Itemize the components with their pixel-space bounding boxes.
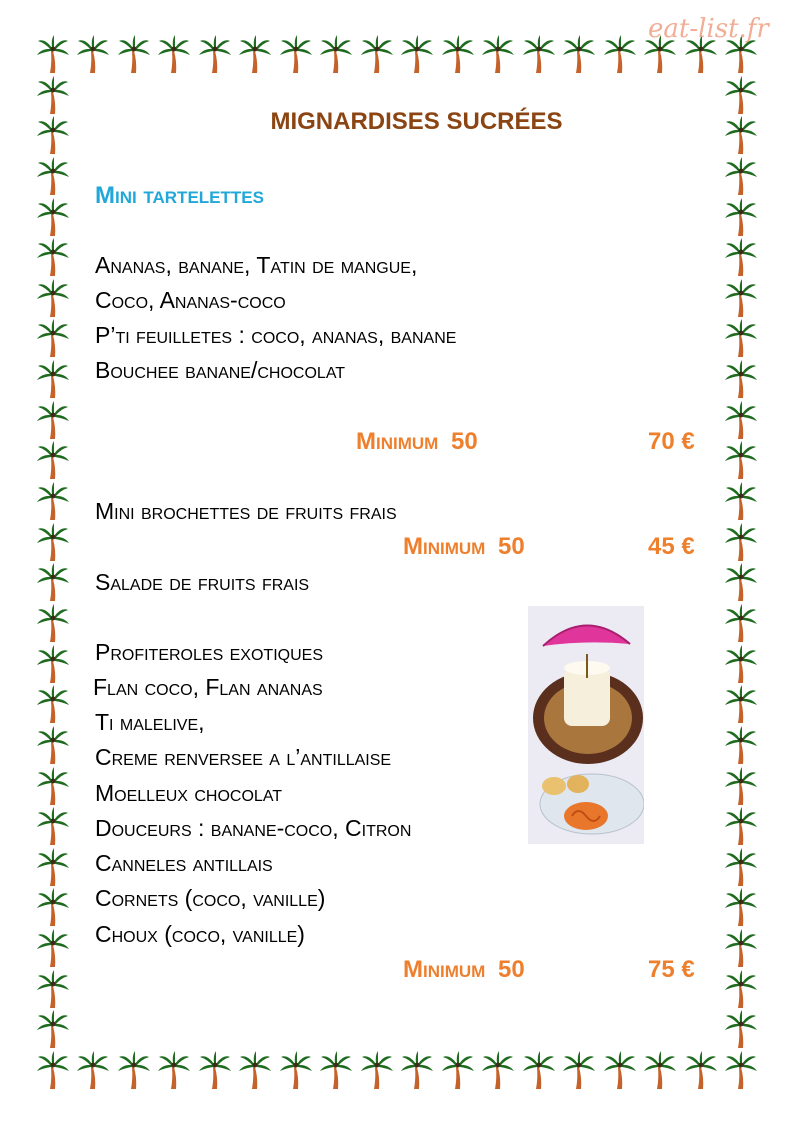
price: 70 € — [648, 428, 695, 455]
minimum-quantity — [356, 428, 478, 456]
palm-tree-icon — [36, 887, 70, 927]
palm-tree-icon — [36, 237, 70, 277]
palm-tree-icon — [36, 400, 70, 440]
palm-tree-icon — [117, 34, 151, 74]
palm-tree-icon — [36, 1009, 70, 1049]
palm-tree-icon — [643, 1050, 677, 1090]
palm-tree-icon — [36, 725, 70, 765]
palm-tree-icon — [724, 766, 758, 806]
menu-item: Salade de fruits frais — [95, 569, 310, 595]
menu-item: Choux (coco, vanille) — [95, 921, 305, 947]
palm-tree-icon — [724, 1050, 758, 1090]
palm-tree-icon — [522, 34, 556, 74]
minimum-value: 50 — [498, 533, 525, 560]
palm-tree-icon — [724, 237, 758, 277]
palm-tree-icon — [36, 156, 70, 196]
palm-tree-icon — [724, 887, 758, 927]
menu-item: Profiteroles exotiques — [95, 639, 323, 665]
price: 75 € — [648, 956, 695, 983]
palm-tree-icon — [279, 34, 313, 74]
menu-item: Ananas, banane, Tatin de mangue, — [95, 252, 418, 278]
palm-tree-icon — [198, 1050, 232, 1090]
palm-tree-icon — [36, 969, 70, 1009]
menu-item: Douceurs : banane-coco, Citron — [95, 815, 412, 841]
palm-tree-icon — [562, 1050, 596, 1090]
palm-tree-icon — [360, 1050, 394, 1090]
page-title: MIGNARDISES SUCRÉES — [270, 108, 563, 135]
palm-tree-icon — [724, 359, 758, 399]
menu-item: Creme renversee a l’antillaise — [95, 744, 392, 770]
palm-tree-icon — [198, 34, 232, 74]
palm-tree-icon — [157, 34, 191, 74]
menu-item: Cornets (coco, vanille) — [95, 885, 326, 911]
palm-tree-icon — [76, 1050, 110, 1090]
palm-tree-icon — [360, 34, 394, 74]
menu-item: Bouchee banane/chocolat — [95, 357, 346, 383]
palm-tree-icon — [724, 969, 758, 1009]
dessert-photo — [528, 606, 644, 844]
palm-tree-icon — [562, 34, 596, 74]
minimum-label: Minimum — [403, 956, 486, 983]
menu-item: Flan coco, Flan ananas — [93, 674, 323, 700]
palm-tree-icon — [36, 440, 70, 480]
minimum-label: Minimum — [403, 533, 486, 560]
menu-item: Mini brochettes de fruits frais — [95, 498, 397, 524]
palm-tree-icon — [724, 684, 758, 724]
palm-tree-icon — [684, 1050, 718, 1090]
minimum-quantity — [403, 533, 525, 561]
palm-tree-icon — [400, 1050, 434, 1090]
palm-tree-icon — [36, 197, 70, 237]
palm-tree-icon — [238, 34, 272, 74]
palm-tree-icon — [279, 1050, 313, 1090]
palm-tree-icon — [36, 34, 70, 74]
palm-tree-icon — [36, 318, 70, 358]
palm-tree-icon — [724, 603, 758, 643]
section-title: Mini tartelettes — [95, 182, 264, 209]
palm-tree-icon — [36, 562, 70, 602]
palm-tree-icon — [36, 644, 70, 684]
watermark: eat-list.fr — [648, 14, 769, 44]
palm-tree-icon — [441, 1050, 475, 1090]
palm-tree-icon — [724, 278, 758, 318]
palm-tree-icon — [36, 522, 70, 562]
palm-tree-icon — [724, 928, 758, 968]
menu-item: Moelleux chocolat — [95, 780, 283, 806]
palm-tree-icon — [522, 1050, 556, 1090]
palm-tree-icon — [724, 644, 758, 684]
palm-tree-icon — [724, 847, 758, 887]
palm-tree-icon — [36, 847, 70, 887]
palm-tree-icon — [400, 34, 434, 74]
minimum-label: Minimum — [356, 428, 439, 455]
minimum-quantity — [403, 956, 525, 984]
palm-tree-icon — [724, 1009, 758, 1049]
palm-tree-icon — [481, 34, 515, 74]
palm-tree-icon — [157, 1050, 191, 1090]
price: 45 € — [648, 533, 695, 560]
palm-tree-icon — [481, 1050, 515, 1090]
menu-item: Ti malelive, — [95, 709, 205, 735]
palm-tree-icon — [36, 928, 70, 968]
minimum-value: 50 — [498, 956, 525, 983]
palm-tree-icon — [36, 359, 70, 399]
menu-item: Coco, Ananas-coco — [95, 287, 286, 313]
minimum-value: 50 — [451, 428, 478, 455]
palm-tree-icon — [36, 278, 70, 318]
palm-tree-icon — [76, 34, 110, 74]
palm-tree-icon — [724, 156, 758, 196]
palm-tree-icon — [238, 1050, 272, 1090]
palm-tree-icon — [36, 806, 70, 846]
palm-tree-icon — [724, 400, 758, 440]
palm-tree-icon — [36, 1050, 70, 1090]
menu-item: Canneles antillais — [95, 850, 273, 876]
palm-tree-icon — [36, 481, 70, 521]
palm-tree-icon — [724, 562, 758, 602]
palm-tree-icon — [36, 766, 70, 806]
palm-tree-icon — [603, 1050, 637, 1090]
palm-tree-icon — [724, 806, 758, 846]
palm-tree-icon — [724, 522, 758, 562]
palm-tree-icon — [724, 318, 758, 358]
palm-tree-icon — [319, 1050, 353, 1090]
palm-tree-icon — [724, 481, 758, 521]
palm-tree-icon — [36, 684, 70, 724]
palm-tree-icon — [441, 34, 475, 74]
menu-item: P’ti feuilletes : coco, ananas, banane — [95, 322, 457, 348]
palm-tree-icon — [117, 1050, 151, 1090]
palm-tree-icon — [724, 440, 758, 480]
palm-tree-icon — [724, 197, 758, 237]
palm-tree-icon — [603, 34, 637, 74]
palm-tree-icon — [36, 603, 70, 643]
palm-tree-icon — [724, 725, 758, 765]
palm-tree-icon — [319, 34, 353, 74]
